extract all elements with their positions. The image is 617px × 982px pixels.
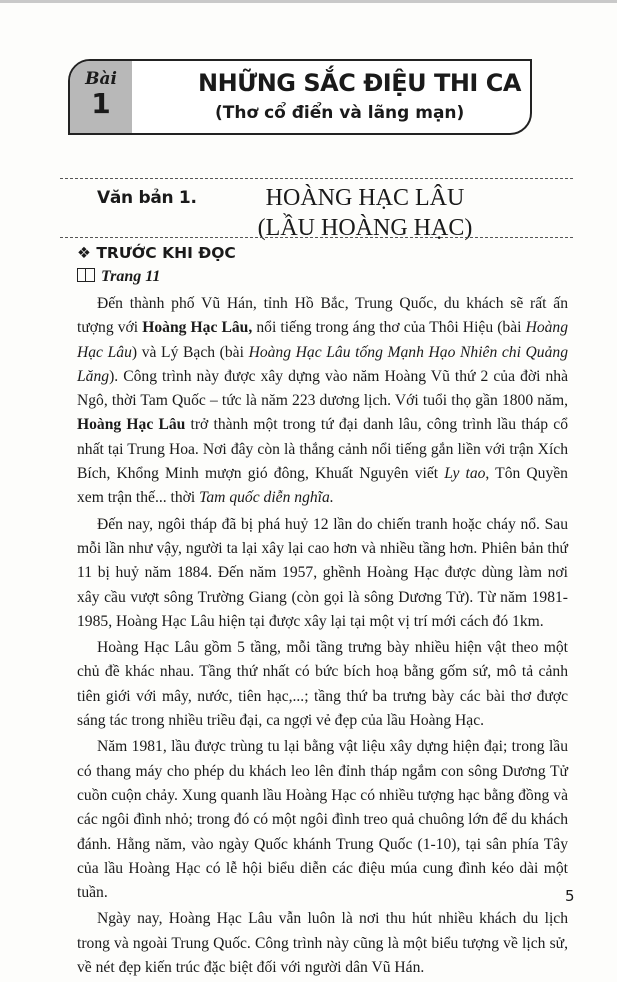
text-segment: ). Công trình này được xây dựng vào năm Hoàng Vũ thứ 2 của đời nhà Ngô, thời Tam Quốc – tức là năm 223 dương lịch. Với tuổi thọ gần 1800 năm, (77, 367, 568, 410)
text-title-line2: (LẦU HOÀNG HẠC) (257, 215, 473, 241)
text-segment: Hoàng Hạc Lâu gồm 5 tầng, mỗi tầng trưng bày nhiều hiện vật theo một chủ đề khác nhau. Tầng thứ nhất có bức bích hoạ bằng gốm sứ, mô tả cảnh tiên giới với mây, nước, tiên hạc,...; tầng thứ ba trưng bày các bài thơ được sáng tác trong nhiều triều đại, ca ngợi vẻ đẹp của lầu Hoàng Hạc. (77, 639, 568, 730)
body-text (77, 292, 568, 982)
text-label: Văn bản 1. (97, 188, 197, 208)
divider-bottom (60, 237, 573, 238)
text-segment: Đến thành phố Vũ Hán, tỉnh Hồ Bắc, Trung Quốc, du khách sẽ rất ấn tượng với (77, 295, 568, 337)
text-segment: Đến nay, ngôi tháp đã bị phá huỷ 12 lần do chiến tranh hoặc cháy nổ. Sau mỗi lần như vậy, người ta lại xây lại cao hơn và nhiều tầng hơn. Phiên bản thứ 11 bị huỷ năm 1884. Đến năm 1957, ghềnh Hoàng Hạc được dùng làm nơi xây cầu vượt sông Trường Giang (còn gọi là sông Dương Tử). Từ năm 1981-1985, Hoàng Hạc Lâu hiện tại được xây lại tại một vị trí mới cách đó 1km. (77, 515, 568, 630)
text-segment: Hoàng Hạc Lâu tống Mạnh Hạo Nhiên chi Quảng Lăng (77, 343, 568, 385)
section-heading (77, 244, 236, 262)
paragraph (77, 636, 568, 733)
lesson-number: 1 (91, 87, 111, 120)
lesson-word: Bài (85, 69, 117, 89)
paragraph (77, 513, 568, 634)
lesson-title: NHỮNG SẮC ĐIỆU THI CA (198, 69, 521, 97)
text-segment: Ly tao (444, 465, 486, 483)
page-reference-text: Trang 11 (101, 268, 161, 285)
text-segment: ) và Lý Bạch (bài (131, 343, 249, 361)
text-title-line1: HOÀNG HẠC LÂU (265, 185, 465, 211)
text-segment: Ngày nay, Hoàng Hạc Lâu vẫn luôn là nơi thu hút nhiều khách du lịch trong và ngoài Trung Quốc. Công trình này cũng là một biểu tượng về lịch sử, về nét đẹp kiến trúc đặc biệt đối với người dân Vũ Hán. (77, 910, 568, 977)
paragraph (77, 292, 568, 511)
lesson-banner (68, 59, 532, 135)
page-reference (77, 268, 160, 286)
text-title (250, 183, 480, 243)
text-segment: , Tôn Quyền xem trận thế... thời (77, 465, 568, 507)
lesson-subtitle: (Thơ cổ điển và lãng mạn) (215, 103, 465, 123)
text-segment: Hoàng Hạc Lâu (77, 416, 186, 434)
text-segment: nổi tiếng trong áng thơ của Thôi Hiệu (bài (252, 319, 526, 337)
text-segment: Năm 1981, lầu được trùng tu lại bằng vật liệu xây dựng hiện đại; trong lầu có thang máy cho phép du khách leo lên đỉnh tháp ngắm con sông Dương Tử cuồn cuộn chảy. Xung quanh lầu Hoàng Hạc có nhiều tượng hạc bằng đồng và các ngôi đình nhỏ; trong đó có một ngôi đình treo quả chuông lớn để du khách đánh. Hằng năm, vào ngày Quốc khánh Trung Quốc (1-10), tại sân phía Tây của lầu Hoàng Hạc có lễ hội biểu diễn các điệu múa cung đình kéo dài một tuần. (77, 738, 568, 902)
text-segment: Tam quốc diễn nghĩa. (199, 489, 334, 507)
book-icon (77, 268, 95, 282)
paragraph (77, 735, 568, 905)
page-edge (0, 0, 617, 3)
divider-top (60, 178, 573, 179)
text-segment: Hoàng Hạc Lâu (77, 319, 569, 361)
page-number: 5 (565, 887, 575, 905)
text-segment: trở thành một trong tứ đại danh lâu, công trình lầu tháp cổ nhất tại Trung Hoa. Nơi đây còn là thắng cảnh nổi tiếng gắn liền với trận Xích Bích, Khổng Minh mượn gió đông, Khuất Nguyên viết (77, 416, 568, 483)
paragraph (77, 907, 568, 980)
diamond-bullet-icon: ❖ (77, 244, 91, 262)
text-segment: Hoàng Hạc Lâu, (142, 319, 253, 337)
section-title: TRƯỚC KHI ĐỌC (96, 244, 236, 262)
lesson-badge (70, 61, 132, 133)
